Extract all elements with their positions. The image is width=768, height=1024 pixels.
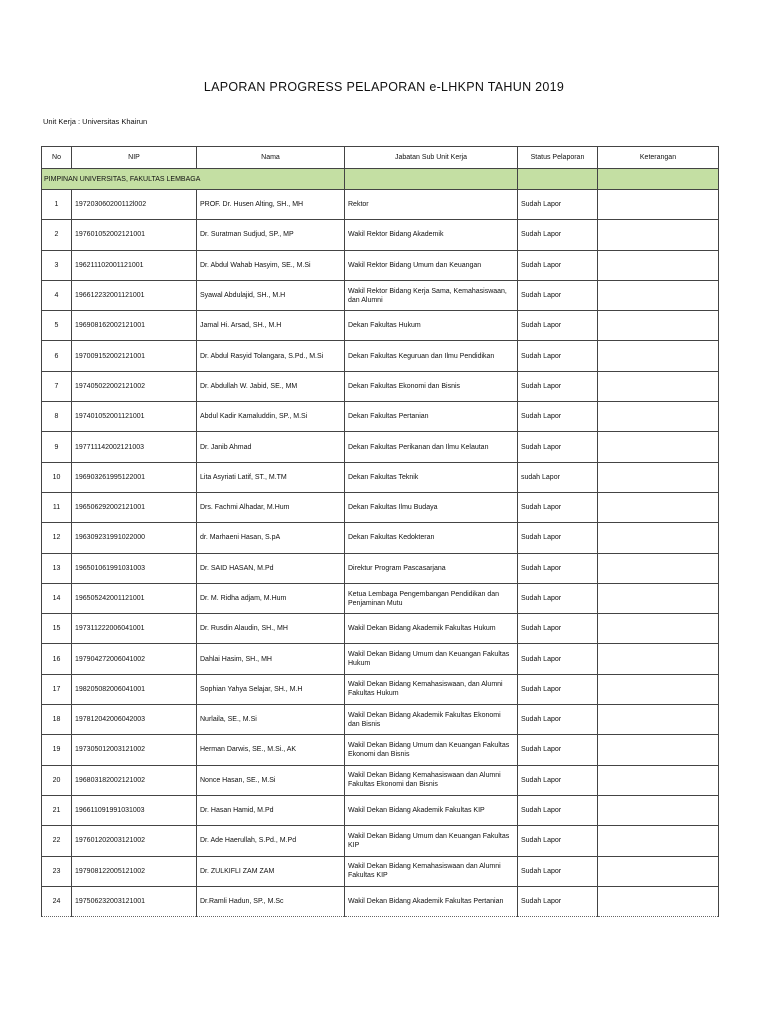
table-row bbox=[42, 614, 719, 644]
row-no: 23 bbox=[42, 856, 72, 886]
row-jabatan: Dekan Fakultas Ekonomi dan Bisnis bbox=[345, 371, 518, 401]
section-empty-cell bbox=[518, 169, 598, 190]
row-no: 14 bbox=[42, 583, 72, 613]
row-jabatan: Wakil Dekan Bidang Akademik Fakultas KIP bbox=[345, 795, 518, 825]
table-row bbox=[42, 735, 719, 765]
row-nip: 196501061991031003 bbox=[72, 553, 197, 583]
row-keterangan bbox=[598, 523, 719, 553]
row-status: Sudah Lapor bbox=[518, 280, 598, 310]
row-jabatan: Wakil Dekan Bidang Kemahasiswaan dan Alumni Fakultas KIP bbox=[345, 856, 518, 886]
row-keterangan bbox=[598, 190, 719, 220]
row-jabatan: Wakil Rektor Bidang Umum dan Keuangan bbox=[345, 250, 518, 280]
row-keterangan bbox=[598, 886, 719, 916]
unit-kerja-label: Unit Kerja : Universitas Khairun bbox=[43, 117, 148, 126]
row-no: 8 bbox=[42, 402, 72, 432]
section-row bbox=[42, 169, 719, 190]
row-keterangan bbox=[598, 795, 719, 825]
row-nama: Lita Asyriati Latif, ST., M.TM bbox=[197, 462, 345, 492]
table-row bbox=[42, 432, 719, 462]
row-no: 5 bbox=[42, 311, 72, 341]
row-status: Sudah Lapor bbox=[518, 856, 598, 886]
row-keterangan bbox=[598, 462, 719, 492]
row-status: sudah Lapor bbox=[518, 462, 598, 492]
row-keterangan bbox=[598, 674, 719, 704]
row-nip: 197305012003121002 bbox=[72, 735, 197, 765]
row-nama: Dahlai Hasim, SH., MH bbox=[197, 644, 345, 674]
row-jabatan: Rektor bbox=[345, 190, 518, 220]
row-keterangan bbox=[598, 583, 719, 613]
table-row bbox=[42, 190, 719, 220]
header-status: Status Pelaporan bbox=[518, 147, 598, 169]
row-no: 9 bbox=[42, 432, 72, 462]
row-jabatan: Wakil Dekan Bidang Kemahasiswaan, dan Alumni Fakultas Hukum bbox=[345, 674, 518, 704]
row-status: Sudah Lapor bbox=[518, 432, 598, 462]
table-row bbox=[42, 553, 719, 583]
row-nama: Dr.Ramli Hadun, SP., M.Sc bbox=[197, 886, 345, 916]
row-nip: 196309231991022000 bbox=[72, 523, 197, 553]
row-no: 11 bbox=[42, 492, 72, 522]
row-nip: 197405022002121002 bbox=[72, 371, 197, 401]
table-row bbox=[42, 583, 719, 613]
row-nama: Nurlaila, SE., M.Si bbox=[197, 705, 345, 735]
row-nip: 196211102001121001 bbox=[72, 250, 197, 280]
row-jabatan: Wakil Dekan Bidang Akademik Fakultas Ekonomi dan Bisnis bbox=[345, 705, 518, 735]
row-keterangan bbox=[598, 402, 719, 432]
row-keterangan bbox=[598, 735, 719, 765]
table-row bbox=[42, 856, 719, 886]
table-row bbox=[42, 795, 719, 825]
row-status: Sudah Lapor bbox=[518, 705, 598, 735]
row-nip: 197904272006041002 bbox=[72, 644, 197, 674]
row-no: 1 bbox=[42, 190, 72, 220]
table-row bbox=[42, 765, 719, 795]
row-no: 13 bbox=[42, 553, 72, 583]
row-jabatan: Wakil Dekan Bidang Umum dan Keuangan Fakultas Ekonomi dan Bisnis bbox=[345, 735, 518, 765]
row-no: 3 bbox=[42, 250, 72, 280]
row-nip: 197311222006041001 bbox=[72, 614, 197, 644]
row-jabatan: Dekan Fakultas Hukum bbox=[345, 311, 518, 341]
row-no: 10 bbox=[42, 462, 72, 492]
table-row bbox=[42, 886, 719, 916]
row-no: 7 bbox=[42, 371, 72, 401]
row-no: 16 bbox=[42, 644, 72, 674]
row-no: 4 bbox=[42, 280, 72, 310]
row-jabatan: Wakil Dekan Bidang Kemahasiswaan dan Alumni Fakultas Ekonomi dan Bisnis bbox=[345, 765, 518, 795]
row-keterangan bbox=[598, 341, 719, 371]
row-status: Sudah Lapor bbox=[518, 371, 598, 401]
row-nama: Dr. Janib Ahmad bbox=[197, 432, 345, 462]
row-nama: dr. Marhaeni Hasan, S.pA bbox=[197, 523, 345, 553]
row-keterangan bbox=[598, 856, 719, 886]
row-no: 15 bbox=[42, 614, 72, 644]
table-row bbox=[42, 250, 719, 280]
row-status: Sudah Lapor bbox=[518, 583, 598, 613]
row-status: Sudah Lapor bbox=[518, 886, 598, 916]
row-status: Sudah Lapor bbox=[518, 826, 598, 856]
report-table bbox=[41, 146, 719, 917]
row-jabatan: Wakil Rektor Bidang Akademik bbox=[345, 220, 518, 250]
row-no: 17 bbox=[42, 674, 72, 704]
row-nip: 196903261995122001 bbox=[72, 462, 197, 492]
section-empty-cell bbox=[345, 169, 518, 190]
table-row bbox=[42, 826, 719, 856]
row-nama: PROF. Dr. Husen Alting, SH., MH bbox=[197, 190, 345, 220]
row-nama: Dr. Abdul Rasyid Tolangara, S.Pd., M.Si bbox=[197, 341, 345, 371]
row-nama: Dr. Abdullah W. Jabid, SE., MM bbox=[197, 371, 345, 401]
table-row bbox=[42, 705, 719, 735]
row-jabatan: Dekan Fakultas Ilmu Budaya bbox=[345, 492, 518, 522]
row-jabatan: Wakil Dekan Bidang Umum dan Keuangan Fakultas KIP bbox=[345, 826, 518, 856]
row-nip: 197203060200112l002 bbox=[72, 190, 197, 220]
row-jabatan: Dekan Fakultas Perikanan dan Ilmu Kelautan bbox=[345, 432, 518, 462]
row-keterangan bbox=[598, 705, 719, 735]
row-nip: 197601202003121002 bbox=[72, 826, 197, 856]
row-nama: Abdul Kadir Kamaluddin, SP., M.Si bbox=[197, 402, 345, 432]
row-no: 6 bbox=[42, 341, 72, 371]
row-jabatan: Ketua Lembaga Pengembangan Pendidikan dan Penjaminan Mutu bbox=[345, 583, 518, 613]
row-nip: 197506232003121001 bbox=[72, 886, 197, 916]
table-row bbox=[42, 644, 719, 674]
row-no: 2 bbox=[42, 220, 72, 250]
row-keterangan bbox=[598, 371, 719, 401]
row-keterangan bbox=[598, 765, 719, 795]
row-status: Sudah Lapor bbox=[518, 735, 598, 765]
row-nama: Jamal Hi. Arsad, SH., M.H bbox=[197, 311, 345, 341]
row-nip: 196803182002121002 bbox=[72, 765, 197, 795]
row-keterangan bbox=[598, 311, 719, 341]
row-nama: Dr. ZULKIFLI ZAM ZAM bbox=[197, 856, 345, 886]
row-no: 24 bbox=[42, 886, 72, 916]
row-nip: 197711142002121003 bbox=[72, 432, 197, 462]
section-label: PIMPINAN UNIVERSITAS, FAKULTAS LEMBAGA bbox=[42, 169, 345, 190]
row-nip: 196505242001121001 bbox=[72, 583, 197, 613]
row-status: Sudah Lapor bbox=[518, 765, 598, 795]
row-nip: 196611091991031003 bbox=[72, 795, 197, 825]
row-no: 18 bbox=[42, 705, 72, 735]
row-jabatan: Wakil Dekan Bidang Umum dan Keuangan Fakultas Hukum bbox=[345, 644, 518, 674]
table-header-row bbox=[42, 147, 719, 169]
row-nip: 197401052001121001 bbox=[72, 402, 197, 432]
row-status: Sudah Lapor bbox=[518, 402, 598, 432]
header-jabatan: Jabatan Sub Unit Kerja bbox=[345, 147, 518, 169]
row-nama: Syawal Abdulajid, SH., M.H bbox=[197, 280, 345, 310]
row-keterangan bbox=[598, 220, 719, 250]
row-jabatan: Wakil Dekan Bidang Akademik Fakultas Hukum bbox=[345, 614, 518, 644]
header-no: No bbox=[42, 147, 72, 169]
row-keterangan bbox=[598, 644, 719, 674]
row-nip: 197812042006042003 bbox=[72, 705, 197, 735]
table-row bbox=[42, 674, 719, 704]
row-nip: 196908162002121001 bbox=[72, 311, 197, 341]
row-status: Sudah Lapor bbox=[518, 644, 598, 674]
row-status: Sudah Lapor bbox=[518, 795, 598, 825]
row-nama: Nonce Hasan, SE., M.Si bbox=[197, 765, 345, 795]
row-status: Sudah Lapor bbox=[518, 341, 598, 371]
row-keterangan bbox=[598, 250, 719, 280]
row-nip: 197009152002121001 bbox=[72, 341, 197, 371]
table-row bbox=[42, 371, 719, 401]
row-nip: 197908122005121002 bbox=[72, 856, 197, 886]
row-keterangan bbox=[598, 614, 719, 644]
row-keterangan bbox=[598, 553, 719, 583]
row-status: Sudah Lapor bbox=[518, 674, 598, 704]
row-no: 19 bbox=[42, 735, 72, 765]
row-nip: 196612232001121001 bbox=[72, 280, 197, 310]
row-nip: 196506292002121001 bbox=[72, 492, 197, 522]
row-jabatan: Dekan Fakultas Keguruan dan Ilmu Pendidikan bbox=[345, 341, 518, 371]
row-status: Sudah Lapor bbox=[518, 250, 598, 280]
report-title: LAPORAN PROGRESS PELAPORAN e-LHKPN TAHUN 2019 bbox=[203, 80, 565, 94]
header-nip: NIP bbox=[72, 147, 197, 169]
row-nama: Dr. Ade Haerullah, S.Pd., M.Pd bbox=[197, 826, 345, 856]
row-status: Sudah Lapor bbox=[518, 614, 598, 644]
row-nama: Dr. SAID HASAN, M.Pd bbox=[197, 553, 345, 583]
row-nama: Dr. Hasan Hamid, M.Pd bbox=[197, 795, 345, 825]
row-jabatan: Dekan Fakultas Kedokteran bbox=[345, 523, 518, 553]
row-nip: 197601052002121001 bbox=[72, 220, 197, 250]
table-row bbox=[42, 341, 719, 371]
table-row bbox=[42, 220, 719, 250]
table-row bbox=[42, 311, 719, 341]
row-status: Sudah Lapor bbox=[518, 311, 598, 341]
row-keterangan bbox=[598, 826, 719, 856]
section-empty-cell bbox=[598, 169, 719, 190]
table-row bbox=[42, 402, 719, 432]
row-jabatan: Wakil Rektor Bidang Kerja Sama, Kemahasiswaan, dan Alumni bbox=[345, 280, 518, 310]
row-nama: Sophian Yahya Selajar, SH., M.H bbox=[197, 674, 345, 704]
row-keterangan bbox=[598, 280, 719, 310]
table-row bbox=[42, 492, 719, 522]
row-nip: 198205082006041001 bbox=[72, 674, 197, 704]
table-row bbox=[42, 462, 719, 492]
row-no: 12 bbox=[42, 523, 72, 553]
row-nama: Herman Darwis, SE., M.Si., AK bbox=[197, 735, 345, 765]
row-no: 22 bbox=[42, 826, 72, 856]
header-keterangan: Keterangan bbox=[598, 147, 719, 169]
row-nama: Drs. Fachmi Alhadar, M.Hum bbox=[197, 492, 345, 522]
row-status: Sudah Lapor bbox=[518, 220, 598, 250]
row-jabatan: Dekan Fakultas Pertanian bbox=[345, 402, 518, 432]
row-jabatan: Wakil Dekan Bidang Akademik Fakultas Pertanian bbox=[345, 886, 518, 916]
row-keterangan bbox=[598, 432, 719, 462]
row-nama: Dr. Abdul Wahab Hasyim, SE., M.Si bbox=[197, 250, 345, 280]
row-status: Sudah Lapor bbox=[518, 553, 598, 583]
row-nama: Dr. Suratman Sudjud, SP., MP bbox=[197, 220, 345, 250]
row-status: Sudah Lapor bbox=[518, 492, 598, 522]
table-row bbox=[42, 523, 719, 553]
header-nama: Nama bbox=[197, 147, 345, 169]
table-row bbox=[42, 280, 719, 310]
row-no: 21 bbox=[42, 795, 72, 825]
row-nama: Dr. Rusdin Alaudin, SH., MH bbox=[197, 614, 345, 644]
row-jabatan: Direktur Program Pascasarjana bbox=[345, 553, 518, 583]
row-jabatan: Dekan Fakultas Teknik bbox=[345, 462, 518, 492]
row-keterangan bbox=[598, 492, 719, 522]
row-nama: Dr. M. Ridha adjam, M.Hum bbox=[197, 583, 345, 613]
row-status: Sudah Lapor bbox=[518, 190, 598, 220]
row-status: Sudah Lapor bbox=[518, 523, 598, 553]
row-no: 20 bbox=[42, 765, 72, 795]
